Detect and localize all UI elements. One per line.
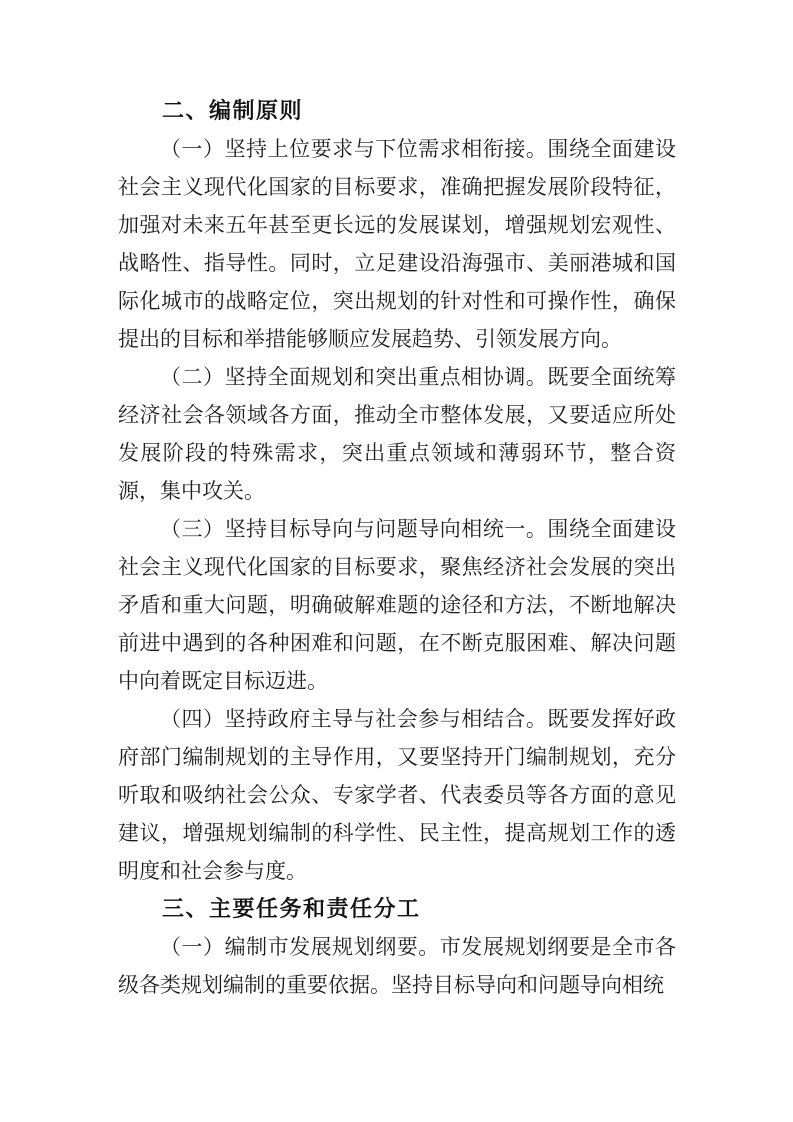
section-heading-principles: 二、编制原则 — [162, 98, 304, 123]
paragraph-principle-1: （一）坚持上位要求与下位需求相衔接。围绕全面建设社会主义现代化国家的目标要求，准确把握发展阶段特征，加强对未来五年甚至更长远的发展谋划，增强规划宏观性、战略性、指导性。同时，立足建设沿海强市、美丽港城和国际化城市的战略定位，突出规划的针对性和可操作性，确保提出的目标和举措能够顺应发展趋势、引领发展方向。 — [118, 137, 676, 351]
paragraph-principle-4: （四）坚持政府主导与社会参与相结合。既要发挥好政府部门编制规划的主导作用，又要坚持开门编制规划，充分听取和吸纳社会公众、专家学者、代表委员等各方面的意见建议，增强规划编制的科学性、民主性，提高规划工作的透明度和社会参与度。 — [118, 707, 676, 883]
section-heading-tasks: 三、主要任务和责任分工 — [162, 896, 421, 921]
document-content — [118, 92, 676, 1004]
paragraph-principle-3: （三）坚持目标导向与问题导向相统一。围绕全面建设社会主义现代化国家的目标要求，聚焦经济社会发展的突出矛盾和重大问题，明确破解难题的途径和方法，不断地解决前进中遇到的各种困难和问题，在不断克服困难、解决问题中向着既定目标迈进。 — [118, 517, 676, 693]
paragraph-task-1: （一）编制市发展规划纲要。市发展规划纲要是全市各级各类规划编制的重要依据。坚持目标导向和问题导向相统 — [118, 935, 676, 997]
paragraph-principle-2: （二）坚持全面规划和突出重点相协调。既要全面统筹经济社会各领域各方面，推动全市整体发展，又要适应所处发展阶段的特殊需求，突出重点领域和薄弱环节，整合资源，集中攻关。 — [118, 365, 676, 503]
